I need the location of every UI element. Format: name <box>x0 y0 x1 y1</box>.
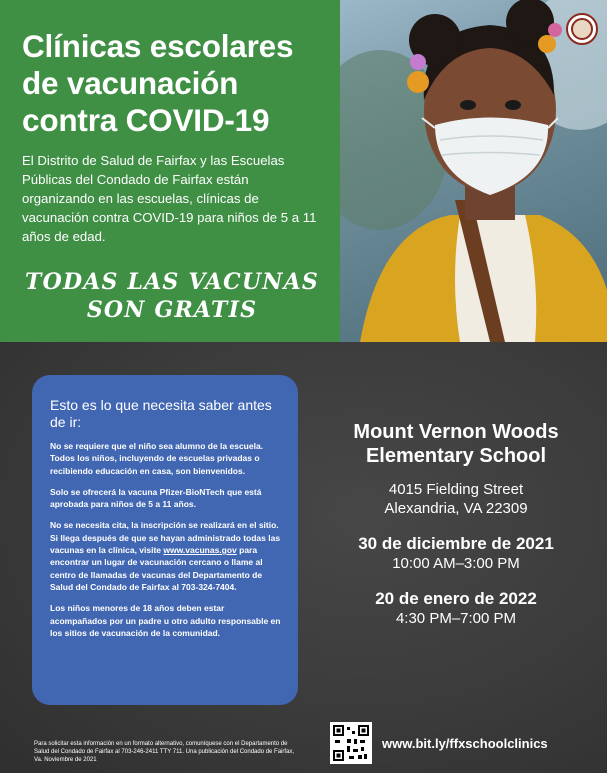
card-paragraph-2: Solo se ofrecerá la vacuna Pfizer-BioNTech que está aprobada para niños de 5 a 11 años. <box>50 486 262 510</box>
card-paragraph-3-start: No se necesita cita, la inscripción se realizará en el sitio. Si llega después de que se hayan administrado todas las vacunas en la clínica, visite <box>50 520 281 556</box>
card-paragraph-3 <box>50 519 282 593</box>
intro-text: El Distrito de Salud de Fairfax y las Escuelas Públicas del Condado de Fairfax están organizando en las escuelas, clínicas de vacunación contra COVID-19 para niños de 5 a 11 años de edad. <box>22 153 317 244</box>
header-panel <box>0 0 340 342</box>
address-line-2: Alexandria, VA 22309 <box>384 500 528 517</box>
qr-code-graphic <box>333 725 369 761</box>
school-name: Mount Vernon Woods Elementary School <box>353 421 559 467</box>
footnote: Para solicitar esta información en un formato alternativo, comuníquese con el Departamento de Salud del Condado de Fairfax al 703-246-2411 TTY 711. Una publicación del Condado de Fairfax, Va. Noviembre de 2021 <box>34 741 295 764</box>
card-paragraph-1: No se requiere que el niño sea alumno de la escuela. Todos los niños, incluyendo de escuelas privadas o recibiendo educación en casa, son bienvenidos. <box>50 441 264 476</box>
free-line-1: TODAS LAS VACUNAS <box>25 269 319 295</box>
address-line-1: 4015 Fielding Street <box>388 481 524 498</box>
card-paragraph-4: Los niños menores de 18 años deben estar acompañados por un padre u otro adulto responsable en los sitios de vacunación de la comunidad. <box>50 603 281 638</box>
card-paragraph-3-end: para encontrar un lugar de vacunación cercano o llame al centro de llamadas de vacunas del Departamento de Salud del Condado de Fairfax al 703-324-7404. <box>50 545 263 592</box>
clinics-url-link[interactable]: www.bit.ly/ffxschoolclinics <box>382 736 548 751</box>
page-title: Clínicas escolares de vacunación contra COVID-19 <box>22 28 294 138</box>
clinic-time-1: 10:00 AM–3:00 PM <box>392 555 520 572</box>
clinic-details <box>305 420 607 629</box>
child-photo <box>340 0 607 342</box>
info-card <box>32 375 298 705</box>
address <box>305 480 607 518</box>
clinic-date-2-block <box>305 588 607 629</box>
clinic-date-1: 30 de diciembre de 2021 <box>358 534 554 553</box>
clinic-date-1-block <box>305 533 607 574</box>
qr-code-icon[interactable] <box>330 722 372 764</box>
card-heading: Esto es lo que necesita saber antes de ir: <box>50 397 272 430</box>
clinic-time-2: 4:30 PM–7:00 PM <box>395 610 517 627</box>
clinic-date-2: 20 de enero de 2022 <box>375 589 537 608</box>
vacunas-link[interactable]: www.vacunas.gov <box>163 545 237 556</box>
county-seal-icon <box>566 13 598 45</box>
free-line-2: SON GRATIS <box>86 297 258 323</box>
child-illustration <box>340 0 607 342</box>
free-vaccines-banner <box>22 268 322 324</box>
